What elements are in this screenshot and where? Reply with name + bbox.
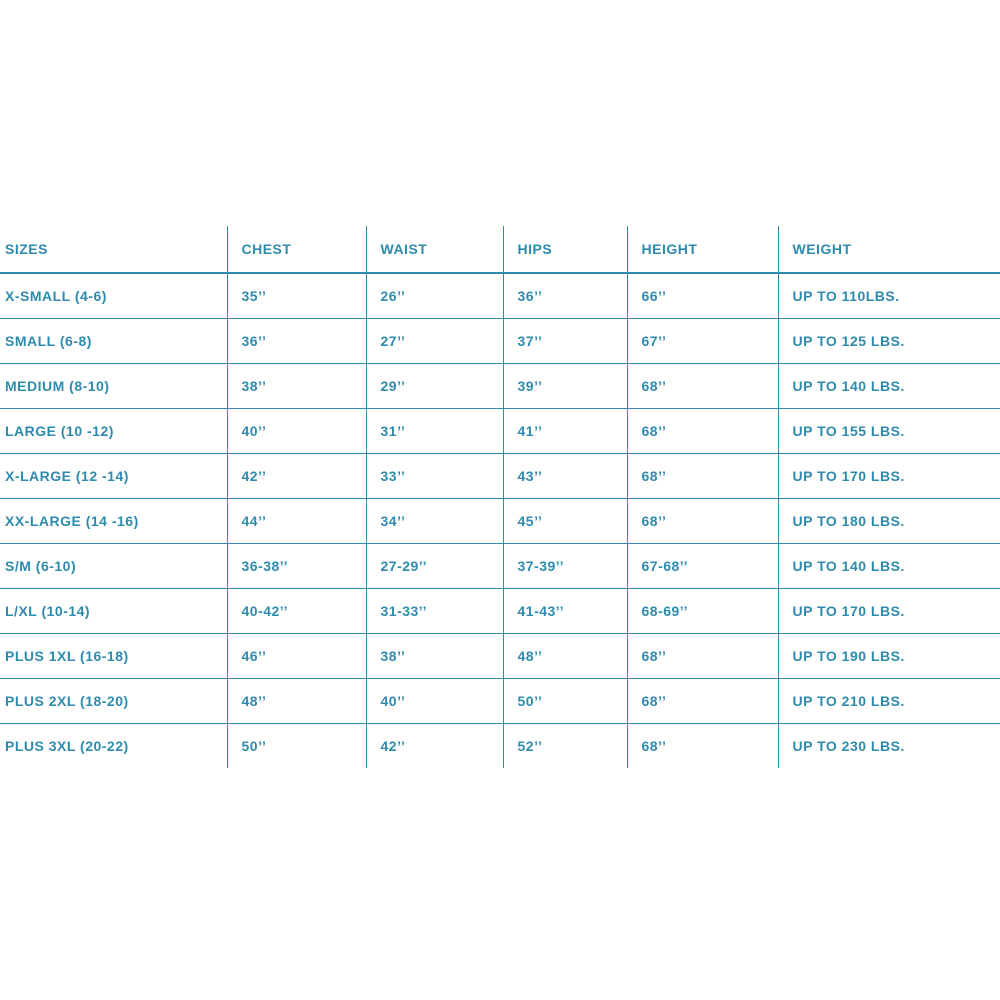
table-row [0, 454, 1000, 499]
cell-sizes: LARGE (10 -12) [0, 409, 227, 454]
cell-hips: 37-39’’ [503, 544, 627, 589]
cell-weight: UP TO 230 LBS. [792, 738, 905, 754]
table-row [0, 409, 1000, 454]
cell-height: 68’’ [627, 409, 778, 454]
cell-waist: 31-33’’ [366, 589, 503, 634]
table-row [0, 724, 1000, 769]
cell-sizes: PLUS 3XL (20-22) [0, 724, 227, 769]
header-row [0, 226, 1000, 273]
table-row [0, 544, 1000, 589]
size-chart-table [0, 226, 1000, 768]
cell-height: 68’’ [627, 454, 778, 499]
column-header-hips: HIPS [503, 226, 627, 273]
cell-waist: 29’’ [366, 364, 503, 409]
table-row [0, 499, 1000, 544]
cell-weight: UP TO 170 LBS. [778, 454, 1000, 499]
cell-chest: 48’’ [227, 679, 366, 724]
cell-sizes: PLUS 2XL (18-20) [0, 679, 227, 724]
cell-sizes: XX-LARGE (14 -16) [0, 499, 227, 544]
cell-hips: 41’’ [503, 409, 627, 454]
cell-chest: 36-38’’ [227, 544, 366, 589]
cell-weight: UP TO 110LBS. [778, 273, 1000, 319]
cell-height: 68’’ [627, 634, 778, 679]
cell-weight: UP TO 125 LBS. [778, 319, 1000, 364]
cell-height: 68’’ [627, 364, 778, 409]
cell-hips: 43’’ [503, 454, 627, 499]
cell-chest: 36’’ [227, 319, 366, 364]
cell-waist: 27-29’’ [366, 544, 503, 589]
cell-sizes: PLUS 1XL (16-18) [0, 634, 227, 679]
column-header-sizes: SIZES [0, 226, 227, 273]
cell-waist: 31’’ [366, 409, 503, 454]
column-header-chest: CHEST [227, 226, 366, 273]
cell-hips: 36’’ [503, 273, 627, 319]
cell-height: 68’’ [627, 499, 778, 544]
cell-height: 66’’ [627, 273, 778, 319]
table-row [0, 634, 1000, 679]
cell-waist: 34’’ [366, 499, 503, 544]
cell-sizes: S/M (6-10) [0, 544, 227, 589]
cell-hips: 37’’ [503, 319, 627, 364]
cell-chest: 50’’ [227, 724, 366, 769]
table-row [0, 273, 1000, 319]
cell-chest: 42’’ [227, 454, 366, 499]
cell-hips: 50’’ [503, 679, 627, 724]
cell-chest: 44’’ [227, 499, 366, 544]
column-header-height: HEIGHT [627, 226, 778, 273]
cell-chest: 40-42’’ [227, 589, 366, 634]
cell-chest: 40’’ [227, 409, 366, 454]
cell-weight: UP TO 170 LBS. [778, 589, 1000, 634]
cell-waist: 40’’ [366, 679, 503, 724]
cell-height: 68-69’’ [627, 589, 778, 634]
cell-sizes: SMALL (6-8) [0, 319, 227, 364]
size-table-body [0, 273, 1000, 768]
cell-sizes: MEDIUM (8-10) [0, 364, 227, 409]
cell-height: 68’’ [627, 679, 778, 724]
cell-hips: 41-43’’ [503, 589, 627, 634]
cell-waist: 42’’ [366, 724, 503, 769]
cell-weight: UP TO 210 LBS. [778, 679, 1000, 724]
cell-hips: 48’’ [503, 634, 627, 679]
cell-height: 67-68’’ [627, 544, 778, 589]
cell-waist: 38’’ [366, 634, 503, 679]
table-row [0, 679, 1000, 724]
cell-weight: UP TO 140 LBS. [778, 364, 1000, 409]
cell-weight: UP TO 190 LBS. [778, 634, 1000, 679]
cell-chest: 35’’ [227, 273, 366, 319]
cell-waist: 27’’ [366, 319, 503, 364]
cell-hips: 39’’ [503, 364, 627, 409]
table-row [0, 589, 1000, 634]
cell-sizes: X-SMALL (4-6) [0, 273, 227, 319]
column-header-weight: WEIGHT [778, 226, 1000, 273]
table-header [0, 226, 1000, 273]
cell-waist: 26’’ [366, 273, 503, 319]
cell-hips: 52’’ [503, 724, 627, 769]
cell-height: 67’’ [627, 319, 778, 364]
table-row [0, 319, 1000, 364]
cell-sizes: X-LARGE (12 -14) [0, 454, 227, 499]
cell-height: 68’’ [627, 724, 778, 769]
cell-weight: UP TO 155 LBS. [778, 409, 1000, 454]
cell-chest: 38’’ [227, 364, 366, 409]
cell-chest: 46’’ [227, 634, 366, 679]
cell-hips: 45’’ [503, 499, 627, 544]
cell-weight: UP TO 180 LBS. [778, 499, 1000, 544]
table-row [0, 364, 1000, 409]
column-header-waist: WAIST [366, 226, 503, 273]
cell-sizes: L/XL (10-14) [0, 589, 227, 634]
cell-weight: UP TO 140 LBS. [778, 544, 1000, 589]
cell-waist: 33’’ [366, 454, 503, 499]
